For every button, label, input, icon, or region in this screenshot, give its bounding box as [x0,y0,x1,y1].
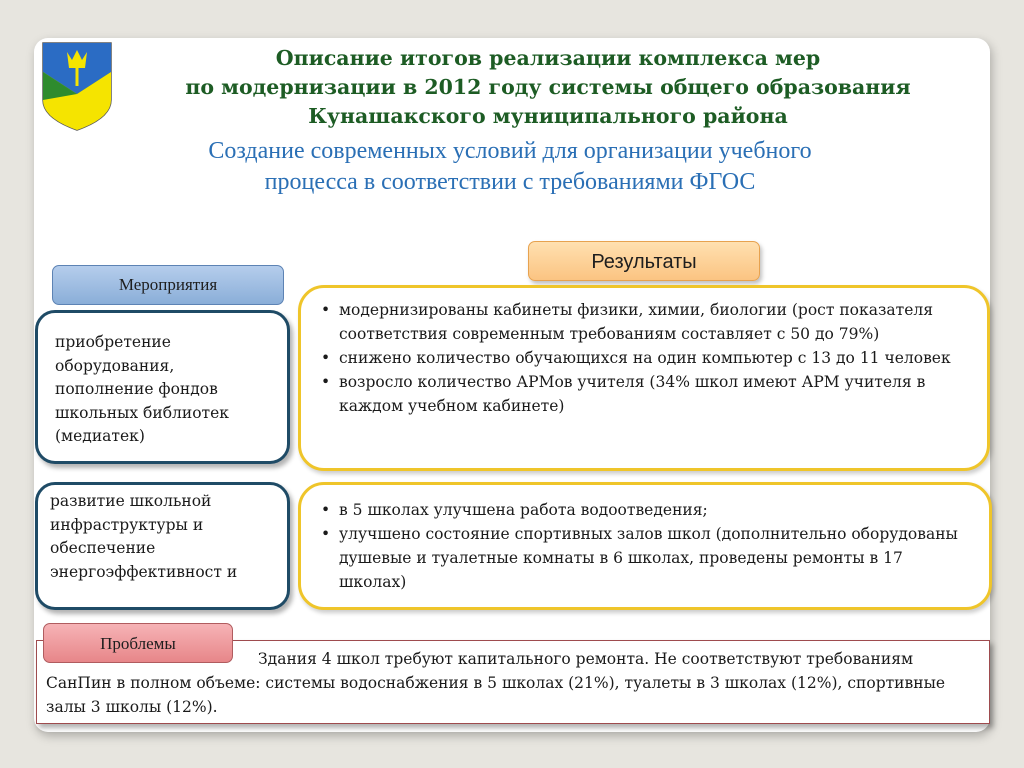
coat-of-arms-icon [42,42,112,132]
event-box: приобретение оборудования, пополнение фондов школьных библиотек (медиатек) [35,310,290,464]
page-subtitle [100,136,920,198]
results-box [298,285,990,471]
title-line: Кунашакского муниципального района [308,104,788,128]
results-label: Результаты [528,241,760,281]
result-item: • улучшено состояние спортивных залов школ (дополнительно оборудованы душевые и туалетные комнаты в 6 школах, проведены ремонты в 17 школах) [317,522,969,594]
events-label: Мероприятия [52,265,284,305]
subtitle-line: процесса в соответствии с требованиями ФГОС [264,169,756,195]
title-line: Описание итогов реализации комплекса мер [275,46,821,70]
event-box: развитие школьной инфраструктуры и обеспечение энергоэффективност и [35,482,290,610]
problems-label: Проблемы [43,623,233,663]
page-title [118,44,978,131]
result-item: • в 5 школах улучшена работа водоотведения; [317,498,969,522]
results-box [298,482,992,610]
result-item: • модернизированы кабинеты физики, химии, биологии (рост показателя соответствия современным требованиям составляет с 50 до 79%) [317,298,967,346]
subtitle-line: Создание современных условий для организации учебного [208,138,812,164]
result-item: • возросло количество АРМов учителя (34% школ имеют АРМ учителя в каждом учебном кабинете) [317,370,967,418]
results-list [317,498,969,594]
problems-box: Здания 4 школ требуют капитального ремонта. Не соответствуют требованиям СанПин в полном объеме: системы водоснабжения в 5 школах (21%), туалеты в 3 школах (12%), спортивные залы 3 школы (12%). [36,640,990,724]
title-line: по модернизации в 2012 году системы общего образования [185,75,911,99]
results-list [317,298,967,418]
result-item: • снижено количество обучающихся на один компьютер с 13 до 11 человек [317,346,967,370]
